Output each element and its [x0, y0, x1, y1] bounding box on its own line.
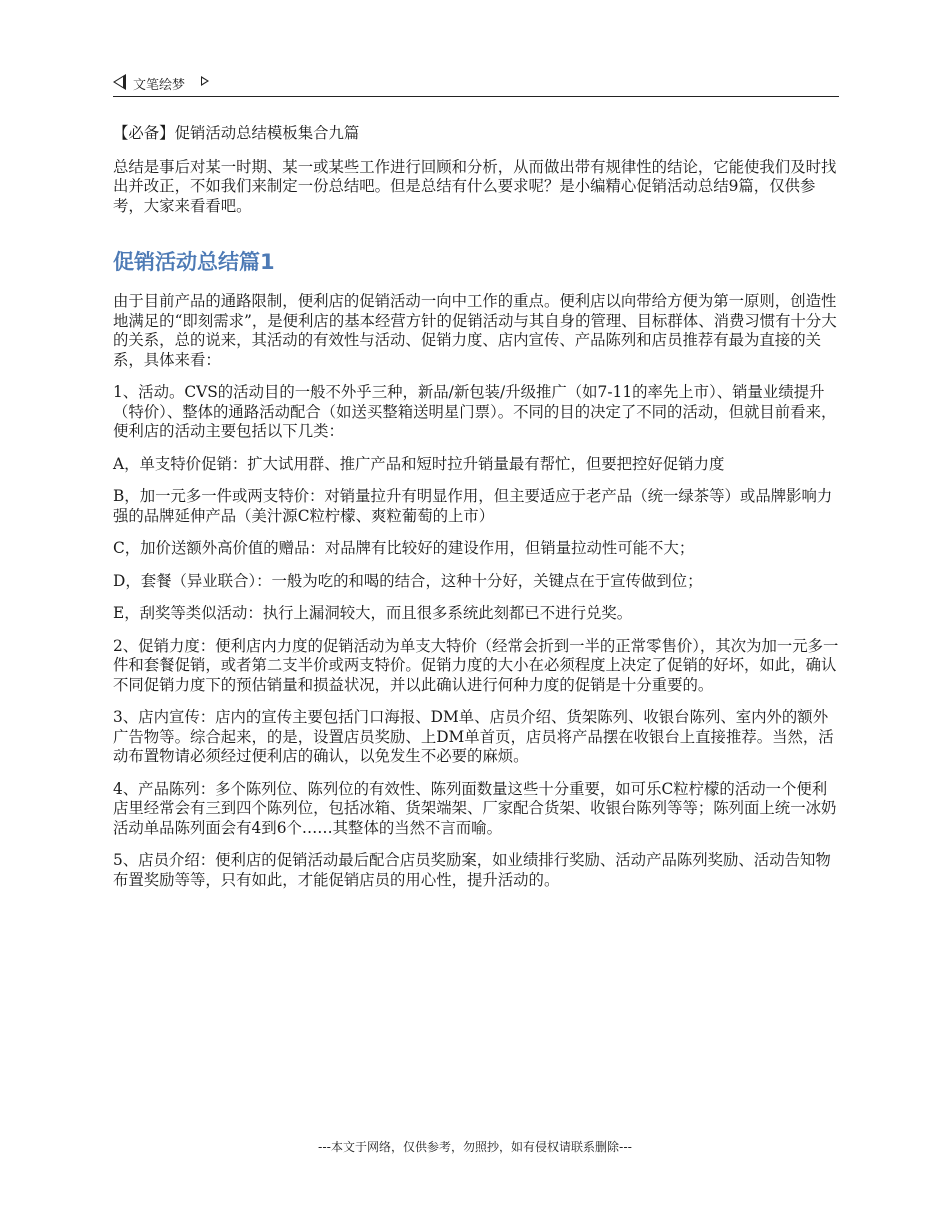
- paragraph: A，单支特价促销：扩大试用群、推广产品和短时拉升销量最有帮忙，但要把控好促销力度: [113, 454, 725, 473]
- intro-paragraph: 总结是事后对某一时期、某一或某些工作进行回顾和分析，从而做出带有规律性的结论，它能使我们及时找出并改正，不如我们来制定一份总结吧。但是总结有什么要求呢？是小编精心促销活动总结9篇，仅供参考，大家来看看吧。: [113, 157, 837, 215]
- brand-name: 文笔绘梦: [133, 78, 186, 93]
- paragraph: 5、店员介绍：便利店的促销活动最后配合店员奖励案，如业绩排行奖励、活动产品陈列奖励、活动告知物布置奖励等等，只有如此，才能促销店员的用心性，提升活动的。: [113, 851, 831, 889]
- triangle-left-icon: [113, 74, 126, 90]
- document-title: 【必备】促销活动总结模板集合九篇: [113, 124, 360, 142]
- document-body: [113, 124, 841, 903]
- page-footer: ---本文于网络，仅供参考，勿照抄，如有侵权请联系删除---: [318, 1140, 632, 1154]
- page-header: [113, 70, 839, 97]
- triangle-right-icon: [201, 76, 209, 86]
- section-heading: 促销活动总结篇1: [113, 250, 275, 274]
- paragraph: 1、活动。CVS的活动目的一般不外乎三种，新品/新包装/升级推广（如7-11的率先上市）、销量业绩提升（特价）、整体的通路活动配合（如送买整箱送明星门票）。不同的目的决定了不同的活动，但就目前看来，便利店的活动主要包括以下几类：: [113, 383, 837, 440]
- paragraph: E，刮奖等类似活动：执行上漏洞较大，而且很多系统此刻都已不进行兑奖。: [113, 604, 633, 622]
- paragraph: D，套餐（异业联合）：一般为吃的和喝的结合，这种十分好，关键点在于宣传做到位；: [113, 571, 703, 590]
- paragraph: 2、促销力度：便利店内力度的促销活动为单支大特价（经常会折到一半的正常零售价），其次为加一元多一件和套餐促销，或者第二支半价或两支特价。促销力度的大小在必须程度上决定了促销的好坏，如此，确认不同促销力度下的预估销量和损益状况，并以此确认进行何种力度的促销是十分重要的。: [113, 636, 839, 694]
- paragraph: 4、产品陈列：多个陈列位、陈列位的有效性、陈列面数量这些十分重要，如可乐C粒柠檬的活动一个便利店里经常会有三到四个陈列位，包括冰箱、货架端架、厂家配合货架、收银台陈列等等；陈列面上统一冰奶活动单品陈列面会有4到6个……其整体的当然不言而喻。: [113, 779, 837, 837]
- paragraph: B，加一元多一件或两支特价：对销量拉升有明显作用，但主要适应于老产品（统一绿茶等）或品牌影响力强的品牌延伸产品（美汁源C粒柠檬、爽粒葡萄的上市）: [113, 487, 833, 525]
- paragraph: 3、店内宣传：店内的宣传主要包括门口海报、DM单、店员介绍、货架陈列、收银台陈列、室内外的额外广告物等。综合起来，的是，设置店员奖励、上DM单首页，店员将产品摆在收银台上直接推荐。当然，活动布置物请必须经过便利店的确认，以免发生不必要的麻烦。: [113, 708, 834, 765]
- paragraph: C，加价送额外高价值的赠品：对品牌有比较好的建设作用，但销量拉动性可能不大；: [113, 539, 695, 557]
- paragraph: 由于目前产品的通路限制，便利店的促销活动一向中工作的重点。便利店以向带给方便为第一原则，创造性地满足的“即刻需求”，是便利店的基本经营方针的促销活动与其自身的管理、目标群体、消费习惯有十分大的关系，总的说来，其活动的有效性与活动、促销力度、店内宣传、产品陈列和店员推荐有最为直接的关系，具体来看：: [113, 292, 837, 369]
